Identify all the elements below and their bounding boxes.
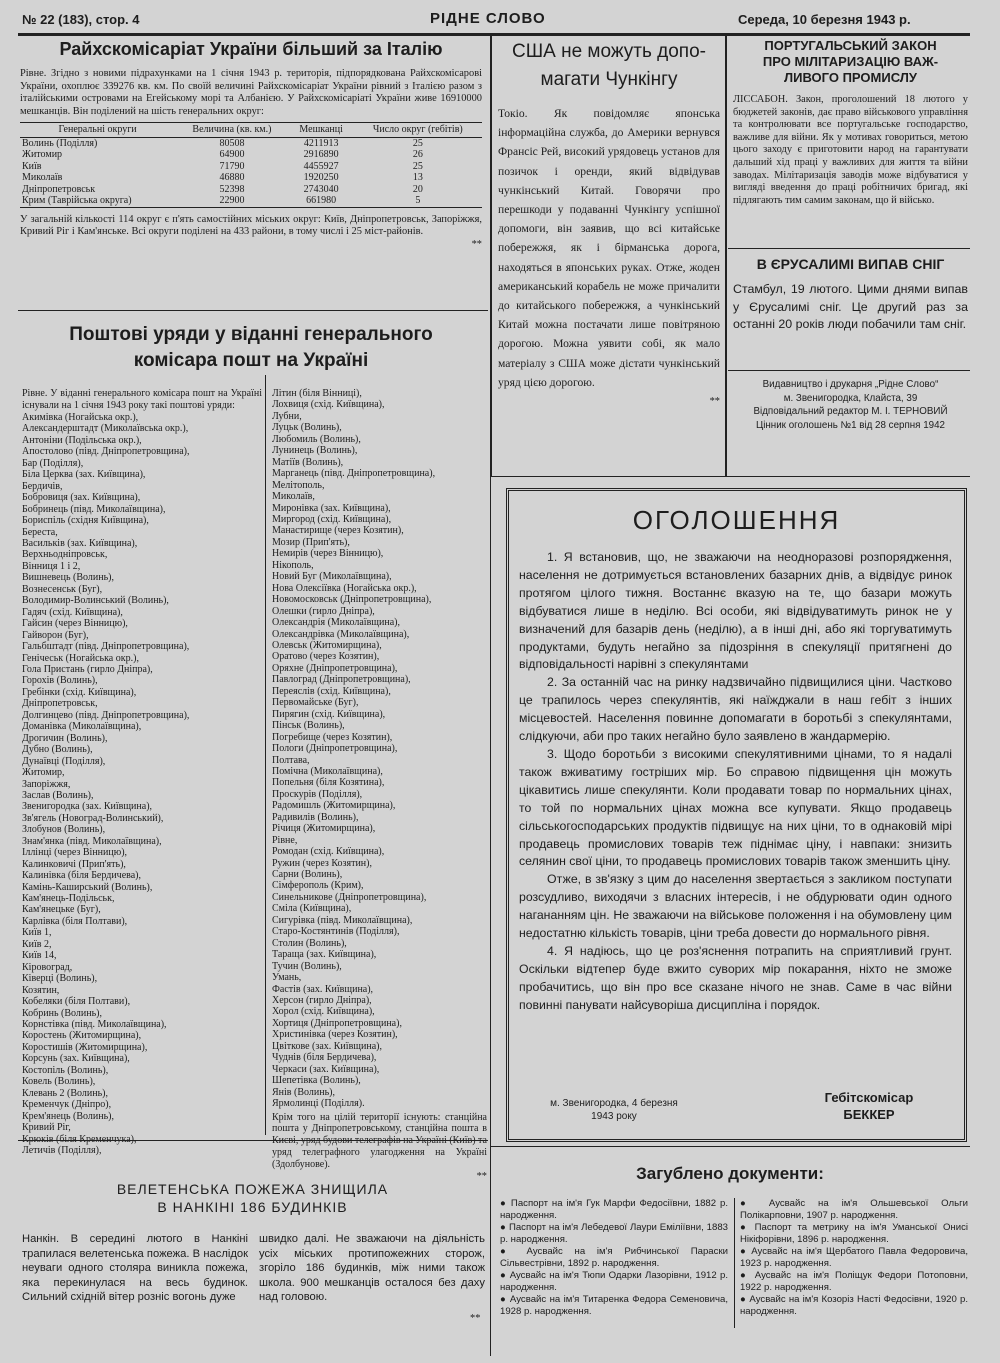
list-item: Дніпропетровськ, bbox=[22, 698, 98, 710]
end-mark: ** bbox=[709, 396, 720, 408]
list-item: Долгинцево (півд. Дніпропетровщина), bbox=[22, 709, 190, 721]
fire-column-1: Нанкін. В середині лютого в Нанкіні трапилася велетенська пожежа. В наслідок неуваги одного столяра виникла пожежа, яка перекинулася на весь будинок. Сильний східній вітер розніс вогонь дуже bbox=[22, 1233, 248, 1304]
column-divider bbox=[490, 36, 492, 476]
section-rule bbox=[728, 370, 970, 371]
list-item: Летичів (Поділля), bbox=[22, 1145, 102, 1156]
cell: 46880 bbox=[219, 172, 245, 184]
article-title-line: ЛИВОГО ПРОМИСЛУ bbox=[784, 70, 917, 85]
list-item: Фастів (зах. Київщина), bbox=[272, 983, 374, 995]
section-rule bbox=[18, 310, 488, 311]
cell: 661980 bbox=[306, 195, 337, 207]
list-item: Старо-Костянтинів (Поділля), bbox=[272, 926, 400, 938]
list-item: Новий Буг (Миколаївщина), bbox=[272, 571, 392, 583]
list-item: Христинівка (через Козятин), bbox=[272, 1029, 398, 1041]
publisher-line: Відповідальний редактор М. І. ТЕРНОВИЙ bbox=[753, 406, 948, 418]
article-title-line: ПРО МІЛІТАРИЗАЦІЮ ВАЖ- bbox=[762, 54, 939, 69]
list-item: Бердичів, bbox=[22, 480, 63, 492]
list-item: Любомиль (Волинь), bbox=[272, 433, 361, 445]
list-item: Іллінці (через Вінницю), bbox=[22, 847, 128, 859]
list-item: Верхньодніпровськ, bbox=[22, 549, 108, 561]
cell: 5 bbox=[415, 195, 421, 207]
article-title-line: ПОРТУГАЛЬСЬКИЙ ЗАКОН bbox=[764, 38, 937, 53]
list-item: Володимир-Волинський (Волинь), bbox=[22, 595, 169, 607]
list-item: Оратово (через Козятин), bbox=[272, 651, 380, 663]
list-item: Київ 2, bbox=[22, 938, 52, 950]
list-item: Кам'янець-Подільськ, bbox=[22, 893, 115, 905]
postal-column-2 bbox=[272, 388, 487, 1183]
article-body: Токіо. Як повідомляє японська інформаційна служба, до Америки вернувся Франсіс Рей, високий урядовець установ для позичок і оренди, який відвідував чункінський Китай. Говорячи про перешкоди у подаванні Чункінгу успішної допомоги, він заявив, що всі китайське побережжя, як і бірманська дорога, находяться в японських руках. Отже, жоден американський корабель не може причалити до китайського побережжя, а чункінський Китай можна постачати лише повітряною дорогою. Можна уявити собі, як мало матеріалу з США може дістати чункінський уряд цією дорогою. bbox=[498, 107, 720, 389]
list-item: Корнстівка (півд. Миколаївщина), bbox=[22, 1019, 167, 1031]
list-item: Київ 14, bbox=[22, 950, 57, 962]
section-rule bbox=[728, 248, 970, 249]
cell: Волинь (Поділля) bbox=[22, 137, 98, 149]
section-rule bbox=[490, 1146, 970, 1147]
signature-line: БЕККЕР bbox=[843, 1107, 895, 1122]
list-item: Кобринь (Волинь), bbox=[22, 1007, 102, 1019]
end-mark: ** bbox=[470, 1313, 481, 1324]
col-header: Число округ (гебітів) bbox=[354, 123, 482, 138]
column-divider bbox=[265, 375, 266, 1135]
list-item: Черкаси (зах. Київщина), bbox=[272, 1063, 380, 1075]
list-item: Дунаївці (Поділля), bbox=[22, 755, 106, 767]
end-mark: ** bbox=[476, 1170, 487, 1182]
article-reichskommissariat bbox=[20, 38, 482, 252]
list-item: ● Паспорт на ім'я Гук Марфи Федосіївни, 1882 р. народження. bbox=[500, 1198, 728, 1221]
list-item: ● Аусвайс на ім'я Титаренка Федора Семеновича, 1928 р. народження. bbox=[500, 1294, 728, 1317]
list-item: Проскурів (Поділля), bbox=[272, 788, 363, 800]
list-item: Нова Олексіївка (Ногайська окр.), bbox=[272, 582, 417, 594]
list-item: Костопіль (Волинь), bbox=[22, 1064, 109, 1076]
list-item: Вишневець (Волинь), bbox=[22, 572, 114, 584]
cell: Миколаїв bbox=[22, 172, 63, 184]
list-item: Тараща (зах. Київщина), bbox=[272, 949, 377, 961]
list-item: Манастирище (через Козятин), bbox=[272, 525, 404, 537]
article-title: Райхскомісаріат України більший за Італію bbox=[59, 39, 443, 59]
cell: 52398 bbox=[219, 183, 245, 195]
list-item: Сімферополь (Крим), bbox=[272, 880, 364, 892]
list-item: Кам'янецьке (Буг), bbox=[22, 904, 101, 916]
publisher-line: Видавництво і друкарня „Рідне Слово“ bbox=[762, 379, 939, 390]
article-body: ЛІССАБОН. Закон, проголошений 18 лютого у бюджетей законів, дає право військового управління та контролювати все португальське господарство, важливе для війни. Як у мотивах говориться, метою цього заходу є приготовити народ на гарантувати дальший хід праці у важливих для життя та війни заводах. Мілітаризація заводів може відбуватися у вигляді введення до праці робітничих бригад, які підлягають тим самим законам, що й військо. bbox=[733, 94, 968, 206]
cell: 64900 bbox=[219, 149, 245, 161]
list-item: Дрогичин (Волинь), bbox=[22, 732, 108, 744]
list-item: Гайворон (Буг), bbox=[22, 629, 89, 641]
list-item: Пирягин (схід. Київщина), bbox=[272, 708, 386, 720]
list-item: Зв'ягель (Новоград-Волинський), bbox=[22, 812, 164, 824]
list-item: Кобеляки (біля Полтави), bbox=[22, 996, 131, 1008]
list-item: Лунинець (Волинь), bbox=[272, 445, 358, 457]
list-item: ● Аусвайс на ім'я Ольшевської Ольги Полікарповни, 1907 р. народження. bbox=[740, 1198, 968, 1221]
postal-footnote: Крім того на цілій території існують: станційна пошта у Дніпропетровському, станційна пошта в уряд телеграфного улагодження на Україні (Здолбунове). bbox=[272, 1111, 487, 1170]
announcement-paragraph: Отже, в зв'язку з цим до населення звертається з закликом поступати розсудливо, виходячи з власних інтересів, і не обдурювати один одного нагананням цін. Не зважаючи на військове положення і на обумовлену цим недостатню кількість товарів, ціни треба довести до нормального рівня. bbox=[519, 872, 952, 941]
list-item: Хорол (схід. Київщина), bbox=[272, 1006, 375, 1018]
announcement-paragraph: 4. Я надіюсь, що це роз'яснення потрапить на сприятливий грунт. Оскільки відтепер буде вжито суворих мір покарання, ніхто не зможе пробачитись, що він про все сказане нічого не знав. Саме в час війни повинні панувати найсуворіша дисципліна і порядок. bbox=[519, 943, 952, 1012]
list-item: Цвіткове (зах. Київщина), bbox=[272, 1040, 382, 1052]
list-item: Доманівка (Миколаївщина), bbox=[22, 721, 142, 733]
cell: 80508 bbox=[219, 137, 245, 149]
list-item: Столин (Волинь), bbox=[272, 937, 347, 949]
publisher-info bbox=[733, 378, 968, 432]
article-usa bbox=[498, 38, 720, 409]
postal-column-1 bbox=[22, 388, 262, 1156]
announcement-body bbox=[519, 549, 952, 1015]
list-item: Бар (Поділля), bbox=[22, 457, 84, 469]
list-item: Олександрівка (Миколаївщина), bbox=[272, 628, 410, 640]
list-item: Александерштадт (Миколаївська окр.), bbox=[22, 423, 189, 435]
list-item: Горохів (Волинь), bbox=[22, 675, 98, 687]
list-item: Клевань 2 (Волинь), bbox=[22, 1087, 108, 1099]
list-item: Житомир, bbox=[22, 767, 65, 779]
col-header: Генеральні округи bbox=[20, 123, 175, 138]
list-item: Козятин, bbox=[22, 984, 60, 996]
list-item: Мелітополь, bbox=[272, 479, 325, 491]
publisher-line: м. Звенигородка, Клайста, 39 bbox=[783, 392, 918, 404]
list-item: Гальбштадт (півд. Дніпропетровщина), bbox=[22, 641, 190, 653]
list-item: Кривий Ріг, bbox=[22, 1122, 71, 1134]
list-item: Хортиця (Дніпропетровщина), bbox=[272, 1017, 402, 1029]
article-intro: Рівне. У віданні генерального комісара пошт на Україні існували на 1 січня 1943 року такі поштові уряди: bbox=[22, 388, 262, 411]
article-title: В ЄРУСАЛИМІ ВИПАВ СНІГ bbox=[756, 256, 945, 272]
article-title-line: магати Чункінгу bbox=[540, 69, 678, 90]
list-item: Матіїв (Волинь), bbox=[272, 456, 344, 468]
list-item: ● Аусвайс на ім'я Щербатого Павла Федоровича, 1923 р. народження. bbox=[740, 1246, 968, 1269]
list-item: Сарни (Волинь), bbox=[272, 869, 343, 881]
table-row bbox=[20, 195, 482, 207]
list-item: Кіровоград, bbox=[22, 961, 73, 973]
lost-documents-list bbox=[500, 1198, 728, 1318]
list-item: Олександрія (Миколаївщина), bbox=[272, 617, 400, 629]
list-item: Янів (Волинь), bbox=[272, 1086, 335, 1098]
list-item: ● Аусвайс на ім'я Тюпи Одарки Лазорівни, 1912 р. народження. bbox=[500, 1270, 728, 1293]
list-item: Апостолово (півд. Дніпропетровщина), bbox=[22, 446, 190, 458]
col-header: Мешканці bbox=[289, 123, 354, 138]
list-item: Коростень (Житомирщина), bbox=[22, 1030, 142, 1042]
cell: 71790 bbox=[219, 160, 245, 172]
column-divider bbox=[725, 36, 727, 476]
article-body: Рівне. Згідно з новими підрахунками на 1 січня 1943 р. територія, підпорядкована Райхскомісарові України, охоплює 339276 кв. км. По своїй величині Райхскомісаріат України рівний з Італією разом з італійськими островами на Егейському морі та Албанією. У Райхскомісаріаті України живе 16910000 мешканців. Він поділений на шість генеральних округ: bbox=[20, 68, 482, 117]
list-item: Крем'янець (Волинь), bbox=[22, 1110, 114, 1122]
list-item: Корсунь (зах. Київщина), bbox=[22, 1053, 130, 1065]
column-divider bbox=[490, 476, 491, 1356]
publisher-line: Цінник оголошень №1 від 28 серпня 1942 bbox=[755, 419, 946, 431]
list-item: Попельня (біля Козятина), bbox=[272, 777, 385, 789]
list-item: Нікополь, bbox=[272, 559, 314, 571]
cell: 2916890 bbox=[303, 149, 339, 161]
list-item: Радомишль (Житомирщина), bbox=[272, 800, 396, 812]
list-item: Сміла (Київщина), bbox=[272, 903, 352, 915]
list-item: Гайсин (через Вінницю), bbox=[22, 618, 128, 630]
place-line: м. Звенигородка, 4 березня bbox=[550, 1098, 678, 1109]
list-item: Ковель (Волинь), bbox=[22, 1076, 96, 1088]
fire-column-2: швидко далі. Не зважаючи на діяльність усіх міських протипожежних сторож, згоріло 186 будинків, між ними також школа. 900 мешканців осталося без даху над головою. bbox=[259, 1233, 485, 1304]
list-item: Шепетівка (Волинь), bbox=[272, 1075, 361, 1087]
cell: 25 bbox=[412, 160, 423, 172]
table-row bbox=[20, 184, 482, 196]
announcement-paragraph: 1. Я встановив, що, не зважаючи на неодноразові розпорядження, населення не дотримується встановлених базарних днів, а відвідує ринок протягом цілого тижня. Востаннє вказую на те, що базари можуть відбуватися лише в неділю. Всі особи, які відвідуватимуть ринок не у визначений для базарів день (неділю), а в інші дні, або які торгуватимуть продуктами, будуть негайно за підозріння в спекуляції притягнені до відповідальності нарівні з спекулянтами bbox=[519, 550, 952, 672]
list-item: Миргород (схід. Київщина), bbox=[272, 513, 392, 525]
list-item: Пологи (Дніпропетровщина), bbox=[272, 743, 398, 755]
cell: 25 bbox=[412, 137, 423, 149]
list-item: ● Аусвайс на ім'я Рибчинської Параски Сільвестрівни, 1892 р. народження. bbox=[500, 1246, 728, 1269]
list-item: Ярмолинці (Поділля). bbox=[272, 1098, 365, 1110]
list-item: Камінь-Каширський (Волинь), bbox=[22, 881, 153, 893]
article-fire bbox=[20, 1180, 485, 1216]
newspaper-title: РІДНЕ СЛОВО bbox=[430, 10, 546, 27]
article-portugal bbox=[733, 38, 968, 207]
signature-line: Гебітскомісар bbox=[824, 1090, 914, 1105]
list-item: Київ 1, bbox=[22, 927, 52, 939]
districts-table bbox=[20, 122, 482, 208]
announcement-signature bbox=[799, 1089, 939, 1123]
list-item: Васильків (зах. Київщина), bbox=[22, 537, 138, 549]
list-item: Умань, bbox=[272, 972, 302, 984]
list-item: Помічна (Миколаївщина), bbox=[272, 765, 383, 777]
postal-list bbox=[272, 388, 487, 1110]
cell: 20 bbox=[412, 183, 423, 195]
header-rule bbox=[18, 33, 970, 36]
column-divider bbox=[734, 1198, 735, 1328]
article-title-line: комісара пошт на Україні bbox=[133, 350, 369, 371]
cell: 1920250 bbox=[303, 172, 339, 184]
announcement-title: ОГОЛОШЕННЯ bbox=[632, 505, 841, 535]
list-item: Вознесенськ (Буг), bbox=[22, 583, 103, 595]
list-item: Полтава, bbox=[272, 754, 310, 766]
list-item: Калинівка (біля Бердичева), bbox=[22, 870, 142, 882]
cell: 22900 bbox=[219, 195, 245, 207]
article-title-line: Поштові уряди у віданні генерального bbox=[69, 324, 433, 345]
list-item: Карлівка (біля Полтави), bbox=[22, 915, 128, 927]
list-item: Немирів (через Вінницю), bbox=[272, 548, 384, 560]
announcement-box bbox=[506, 488, 967, 1142]
list-item: Вінниця 1 і 2, bbox=[22, 560, 81, 572]
list-item: Первомайське (Буг), bbox=[272, 697, 359, 709]
list-item: Рівне, bbox=[272, 834, 298, 846]
article-body: Стамбул, 19 лютого. Цими днями випав у Єрусалимі сніг. Це другий раз за останні 20 років люди побачили там сніг. bbox=[733, 282, 968, 332]
list-item: Дубно (Волинь), bbox=[22, 744, 93, 756]
list-item: Переяслів (схід. Київщина), bbox=[272, 685, 391, 697]
list-item: ● Аусвайс на ім'я Поліщук Федори Потоповни, 1922 р. народження. bbox=[740, 1270, 968, 1293]
list-item: ● Паспорт на ім'я Лебедевої Лаури Еміліївни, 1883 р. народження. bbox=[500, 1222, 728, 1245]
list-item: Знам'янка (півд. Миколаївщина), bbox=[22, 835, 162, 847]
list-item: Луцьк (Волинь), bbox=[272, 422, 342, 434]
list-item: Лубни, bbox=[272, 410, 302, 422]
list-item: Бобровиця (зах. Київщина), bbox=[22, 492, 141, 504]
list-item: Літин (біля Вінниці), bbox=[272, 388, 362, 399]
article-title-line: В НАНКІНІ 186 БУДИНКІВ bbox=[157, 1199, 348, 1215]
list-item: Олешки (гирло Дніпра), bbox=[272, 605, 375, 617]
list-item: Новомосковськ (Дніпропетровщина), bbox=[272, 594, 432, 606]
list-item: Пінськ (Волинь), bbox=[272, 720, 345, 732]
list-item: Акимівка (Ногайська окр.), bbox=[22, 412, 139, 423]
article-title-line: ВЕЛЕТЕНСЬКА ПОЖЕЖА ЗНИЩИЛА bbox=[116, 1181, 389, 1197]
cell: 4455927 bbox=[303, 160, 339, 172]
list-item: Коростишів (Житомирщина), bbox=[22, 1041, 148, 1053]
list-item: Марганець (півд. Дніпропетровщина), bbox=[272, 468, 436, 480]
list-item: Антоніни (Подільська окр.), bbox=[22, 434, 142, 446]
cell: Дніпропетровськ bbox=[22, 183, 96, 195]
cell: Київ bbox=[22, 160, 42, 172]
col-header: Величина (кв. км.) bbox=[175, 123, 289, 138]
list-item: ● Паспорт та метрику на ім'я Уманської Онисі Нікіфорівни, 1896 р. народження. bbox=[740, 1222, 968, 1245]
cell: 13 bbox=[412, 172, 423, 184]
list-item: Мозир (Прип'ять), bbox=[272, 536, 350, 548]
list-item: Річиця (Житомирщина), bbox=[272, 823, 376, 835]
announcement-paragraph: 2. За останній час на ринку надзвичайно підвищилися ціни. Частково це трапилось через спекулянтів, які наїжджали в наш гебіт з інших місцевостей. Населення повинне допомагати в боротьбі з спекулянтами, слідкуючи, аби про таких негайно було заявлено в жандармерію. bbox=[519, 675, 952, 744]
issue-date: Середа, 10 березня 1943 р. bbox=[738, 12, 911, 27]
cell: 4211913 bbox=[303, 137, 339, 149]
list-item: Синельникове (Дніпропетровщина), bbox=[272, 891, 427, 903]
table-row bbox=[20, 137, 482, 149]
lost-documents-list bbox=[740, 1198, 968, 1318]
list-item: Звенигородка (зах. Київщина), bbox=[22, 801, 153, 813]
cell: Крим (Таврійська округа) bbox=[22, 195, 132, 207]
list-item: Погребище (через Козятин), bbox=[272, 731, 393, 743]
list-item: Оряхне (Дніпропетровщина), bbox=[272, 662, 398, 674]
announcement-place bbox=[539, 1097, 689, 1123]
list-item: Біла Церква (зах. Київщина), bbox=[22, 469, 146, 481]
article-footer: У загальній кількості 114 округ є п'ять самостійних міських округ: Київ, Дніпропетровськ, Запоріжжя, Кривий Ріг і Кам'янське. Всі округи поділені на 433 райони, в тому числі і 25 міст-районів. bbox=[20, 213, 482, 238]
postal-list bbox=[22, 412, 262, 1156]
table-header-row bbox=[20, 123, 482, 138]
list-item: Ромодан (схід. Київщина), bbox=[272, 846, 385, 858]
list-item: Гола Пристань (гирло Дніпра), bbox=[22, 663, 153, 675]
list-item: Бориспіль (східня Київщина), bbox=[22, 515, 149, 527]
list-item: Кременчук (Дніпро), bbox=[22, 1099, 112, 1111]
section-rule bbox=[490, 476, 970, 477]
list-item: Херсон (гирло Дніпра), bbox=[272, 995, 372, 1007]
list-item: Лохвиця (схід. Київщина), bbox=[272, 399, 385, 411]
list-item: Заслав (Волинь), bbox=[22, 789, 94, 801]
table-row bbox=[20, 172, 482, 184]
cell: Житомир bbox=[22, 149, 63, 161]
lost-documents-title: Загублено документи: bbox=[636, 1164, 824, 1183]
list-item: Тучин (Волинь), bbox=[272, 960, 342, 972]
list-item: Гребінки (схід. Київщина), bbox=[22, 686, 137, 698]
place-line: 1943 року bbox=[591, 1111, 637, 1122]
cell: 26 bbox=[412, 149, 423, 161]
list-item: Олевськ (Житомирщина), bbox=[272, 639, 382, 651]
list-item: Сигурівка (півд. Миколаївщина), bbox=[272, 914, 413, 926]
article-postal-title bbox=[20, 322, 482, 374]
list-item: Бобринець (півд. Миколаївщина), bbox=[22, 503, 166, 515]
list-item: Павлоград (Дніпропетровщина), bbox=[272, 674, 411, 686]
list-item: Калинковичі (Прип'ять), bbox=[22, 858, 126, 870]
list-item: Генічеськ (Ногайська окр.), bbox=[22, 652, 139, 664]
end-mark: ** bbox=[471, 239, 482, 251]
table-row bbox=[20, 161, 482, 173]
list-item: Радивилів (Волинь), bbox=[272, 811, 359, 823]
table-row bbox=[20, 149, 482, 161]
list-item: Чуднів (біля Бердичева), bbox=[272, 1052, 377, 1064]
list-item: Злобунов (Волинь), bbox=[22, 824, 106, 836]
article-snow bbox=[733, 255, 968, 334]
announcement-paragraph: 3. Щодо боротьби з високими спекулятивними цінами, то я надалі також вживатиму гостріших мір. Бо справою підвищення цін можуть цікавитись лише спекулянти. Коли продавати товар по нормальних цінах, то той по нормальних цінах можна все купувати. Якщо продавець сільськогосподарських продуктів підвищує на них ціни, то в однаковій мірі продавець промислових товарів теж піднімає ціну, і навпаки: знизить селянин свої ціни, то продавець промислових товарів також зменшить ціну. bbox=[519, 746, 952, 869]
list-item: Запоріжжя, bbox=[22, 778, 71, 790]
issue-number: № 22 (183), стор. 4 bbox=[22, 12, 140, 27]
list-item: Ківерці (Волинь), bbox=[22, 973, 98, 985]
cell: 2743040 bbox=[303, 183, 339, 195]
list-item: Ружин (через Козятин), bbox=[272, 857, 372, 869]
list-item: Миколаїв, bbox=[272, 491, 315, 503]
list-item: ● Аусвайс на ім'я Козоріз Насті Федосівни, 1920 р. народження. bbox=[740, 1294, 968, 1317]
list-item: Миронівка (зах. Київщина), bbox=[272, 502, 391, 514]
list-item: Береста, bbox=[22, 526, 58, 538]
section-rule bbox=[18, 1140, 488, 1141]
list-item: Гадяч (схід. Київщина), bbox=[22, 606, 123, 618]
article-title-line: США не можуть допо- bbox=[512, 41, 706, 62]
